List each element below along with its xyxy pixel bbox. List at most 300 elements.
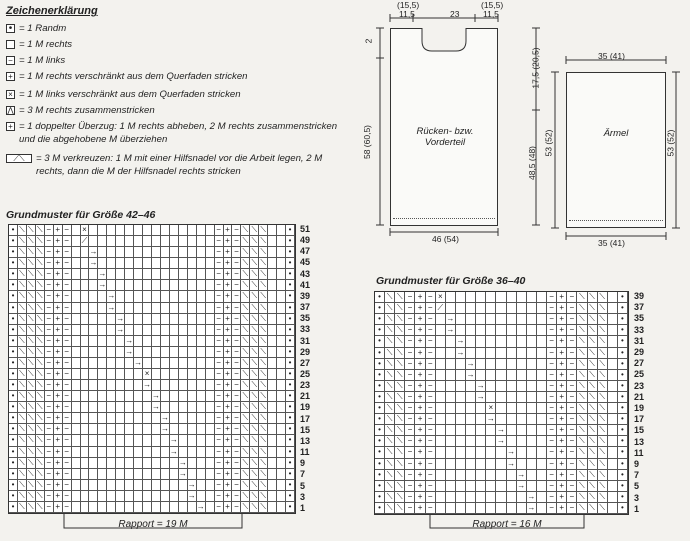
chart-cell: − xyxy=(547,447,557,458)
chart-cell: ⟍ xyxy=(241,225,250,236)
chart-cell: − xyxy=(215,491,224,502)
chart-cell: • xyxy=(286,391,295,402)
chart-cell: ⟍ xyxy=(36,447,45,458)
chart-cell: ⟍ xyxy=(588,359,598,370)
chart-cell: • xyxy=(286,435,295,446)
chart-cell: ⟍ xyxy=(250,247,259,258)
chart-cell: ⟍ xyxy=(36,458,45,469)
chart-cell: • xyxy=(375,325,385,336)
chart-cell: ⟍ xyxy=(259,480,268,491)
chart-cell: − xyxy=(45,469,54,480)
chart-cell: ⟍ xyxy=(241,469,250,480)
chart-cell: → xyxy=(466,370,476,381)
chart-cell: ⟍ xyxy=(250,303,259,314)
dim-top-right-inner: 11,5 xyxy=(483,9,499,19)
chart-cell: + xyxy=(54,236,63,247)
chart-cell: ⟍ xyxy=(588,303,598,314)
chart-cell: ⟍ xyxy=(241,391,250,402)
row-number: 37 xyxy=(634,302,645,313)
chart-cell: ⟍ xyxy=(36,269,45,280)
legend-item-text: = 3 M rechts zusammenstricken xyxy=(19,105,155,116)
row-number: 1 xyxy=(300,502,306,513)
chart-cell: → xyxy=(170,435,179,446)
chart-cell: • xyxy=(375,459,385,470)
chart-cell: − xyxy=(232,469,241,480)
chart-cell: + xyxy=(224,369,233,380)
chart-cell: ⟍ xyxy=(250,269,259,280)
chart-cell: ⟍ xyxy=(588,325,598,336)
chart-cell: − xyxy=(547,470,557,481)
chart-cell: − xyxy=(547,481,557,492)
chart-cell: ⟍ xyxy=(18,358,27,369)
chart-cell: + xyxy=(557,359,567,370)
chart-cell: ⟍ xyxy=(27,325,36,336)
chart-cell: + xyxy=(54,491,63,502)
chart-cell: − xyxy=(45,435,54,446)
chart-cell: ⟍ xyxy=(588,381,598,392)
chart-cell: − xyxy=(405,292,415,303)
chart-cell: − xyxy=(63,480,72,491)
chart-cell: ⟍ xyxy=(385,348,395,359)
chart-cell: ⟍ xyxy=(36,314,45,325)
chart-cell: − xyxy=(45,480,54,491)
chart-cell: − xyxy=(426,492,436,503)
chart-cell: • xyxy=(9,458,18,469)
chart-cell: − xyxy=(215,225,224,236)
chart-cell: ⟍ xyxy=(18,225,27,236)
chart-cell: ⟍ xyxy=(36,435,45,446)
dim-right-upper: 17,5 (20,5) xyxy=(530,47,541,89)
chart-cell: • xyxy=(375,392,385,403)
chart-cell: − xyxy=(215,391,224,402)
chart-cell: ⟍ xyxy=(36,424,45,435)
chart-cell: ⟍ xyxy=(259,424,268,435)
chart-cell: • xyxy=(9,358,18,369)
sleeve-hem-line xyxy=(569,220,663,221)
chart-cell: − xyxy=(45,458,54,469)
chart-cell: − xyxy=(567,370,577,381)
chart-cell: → xyxy=(89,258,98,269)
chart-cell: − xyxy=(63,491,72,502)
row-number: 7 xyxy=(634,470,640,481)
chart-cell: − xyxy=(547,359,557,370)
chart-cell: + xyxy=(415,325,425,336)
chart-cell: − xyxy=(215,402,224,413)
chart-cell: − xyxy=(63,347,72,358)
chart-cell: ⟍ xyxy=(385,492,395,503)
chart-cell: ⟍ xyxy=(241,325,250,336)
chart-cell: ⟍ xyxy=(577,381,587,392)
chart-cell: − xyxy=(405,425,415,436)
chart-cell: ⟍ xyxy=(588,314,598,325)
chart-cell: ⟍ xyxy=(241,280,250,291)
chart-cell: • xyxy=(9,435,18,446)
chart-cell: − xyxy=(232,502,241,513)
chart-cell: − xyxy=(547,414,557,425)
chart-cell: × xyxy=(81,225,90,236)
chart-cell: − xyxy=(405,303,415,314)
chart-cell: ⟍ xyxy=(259,336,268,347)
chart-cell: ⟍ xyxy=(259,491,268,502)
chart-cell: • xyxy=(9,502,18,513)
chart-cell: ⟍ xyxy=(588,292,598,303)
legend-item-text: = 1 M links xyxy=(19,55,66,66)
chart-cell: ⟍ xyxy=(250,413,259,424)
chart-cell: − xyxy=(426,436,436,447)
chart-cell: → xyxy=(170,447,179,458)
chart-cell: − xyxy=(45,402,54,413)
chart-cell: + xyxy=(224,280,233,291)
row-number: 39 xyxy=(300,290,311,301)
chart-cell: • xyxy=(618,392,628,403)
row-number: 15 xyxy=(634,425,645,436)
chart-cell: ⟍ xyxy=(385,414,395,425)
chart-cell: ⟍ xyxy=(598,459,608,470)
chart-cell: + xyxy=(415,314,425,325)
row-number: 27 xyxy=(300,357,311,368)
chart-cell: − xyxy=(232,491,241,502)
chart-cell: − xyxy=(405,459,415,470)
chart-cell: ⟍ xyxy=(598,447,608,458)
chart-cell: − xyxy=(215,413,224,424)
chart-cell: → xyxy=(161,424,170,435)
chart-cell: − xyxy=(45,391,54,402)
legend-item-text: = 1 M rechts verschränkt aus dem Querfaden stricken xyxy=(19,71,248,82)
chart-cell: + xyxy=(224,502,233,513)
chart-cell: ⟍ xyxy=(241,247,250,258)
chart-cell: × xyxy=(486,403,496,414)
triple-square-icon: ⋀ xyxy=(7,106,14,115)
chart-cell: − xyxy=(45,424,54,435)
chart-cell: − xyxy=(45,413,54,424)
chart-cell: ⟍ xyxy=(36,225,45,236)
chart-cell: + xyxy=(557,414,567,425)
chart-cell: + xyxy=(415,370,425,381)
chart-cell: + xyxy=(54,280,63,291)
chart-cell: ⟍ xyxy=(577,403,587,414)
chart-cell: ⟍ xyxy=(250,391,259,402)
chart-cell: ⟍ xyxy=(588,414,598,425)
chart-cell: − xyxy=(426,314,436,325)
chart-cell: ⟍ xyxy=(577,425,587,436)
chart-cell: ⟍ xyxy=(36,380,45,391)
chart-cell: − xyxy=(45,314,54,325)
chart-cell: → xyxy=(116,325,125,336)
plus-square-icon: + xyxy=(6,72,15,81)
chart-cell: − xyxy=(215,502,224,513)
chart-cell: • xyxy=(9,303,18,314)
chart-cell: + xyxy=(557,336,567,347)
chart-cell: − xyxy=(547,314,557,325)
row-number: 15 xyxy=(300,424,311,435)
chart-cell: ⟍ xyxy=(241,402,250,413)
chart-cell: − xyxy=(232,269,241,280)
chart-cell: • xyxy=(286,269,295,280)
chart-cell: ⟍ xyxy=(395,436,405,447)
chart-cell: ⟍ xyxy=(241,435,250,446)
chart-cell: ⟍ xyxy=(577,348,587,359)
chart-cell: − xyxy=(45,258,54,269)
chart-cell: + xyxy=(54,391,63,402)
chart-cell: ⟍ xyxy=(241,303,250,314)
chart-cell: ⟍ xyxy=(598,381,608,392)
chart-cell: ⟍ xyxy=(598,414,608,425)
row-number: 13 xyxy=(300,435,311,446)
chart-cell: − xyxy=(215,458,224,469)
chart-cell: + xyxy=(415,459,425,470)
chart-cell: ⟍ xyxy=(27,447,36,458)
chart-cell: − xyxy=(215,303,224,314)
chart-cell: + xyxy=(415,303,425,314)
chart-cell: → xyxy=(98,280,107,291)
chart-cell: • xyxy=(375,503,385,514)
chart-cell: • xyxy=(618,481,628,492)
chart-cell: + xyxy=(415,381,425,392)
chart-cell: ⟍ xyxy=(27,303,36,314)
chart-cell: − xyxy=(405,381,415,392)
chart-cell: − xyxy=(215,247,224,258)
chart-cell: ⟍ xyxy=(395,459,405,470)
chart-cell: − xyxy=(215,447,224,458)
chart-cell: ⟍ xyxy=(27,458,36,469)
chart-cell: − xyxy=(567,348,577,359)
chart-cell: ⟍ xyxy=(27,391,36,402)
chart-cell: − xyxy=(215,424,224,435)
chart-cell: − xyxy=(567,381,577,392)
chart-cell: ⟍ xyxy=(395,314,405,325)
chart-cell: ⟍ xyxy=(395,470,405,481)
chart-cell: ⟍ xyxy=(36,258,45,269)
back-hem-line xyxy=(393,218,495,219)
chart-cell: ⟍ xyxy=(27,380,36,391)
chart-cell: − xyxy=(426,503,436,514)
chart-cell: → xyxy=(476,392,486,403)
chart-cell: − xyxy=(45,280,54,291)
chart-cell: ⟍ xyxy=(259,347,268,358)
chart-cell: • xyxy=(286,491,295,502)
chart-cell: • xyxy=(618,436,628,447)
chart-cell: ⟍ xyxy=(250,325,259,336)
legend-item-text: = 1 M rechts xyxy=(19,39,73,50)
chart-cell: + xyxy=(415,503,425,514)
legend-item-text: = 1 Randm xyxy=(19,23,67,34)
chart-cell: • xyxy=(375,381,385,392)
chart-cell: + xyxy=(54,502,63,513)
chart-cell: ⟍ xyxy=(36,502,45,513)
chart-cell: ⟍ xyxy=(577,470,587,481)
chart-cell: • xyxy=(618,325,628,336)
chart-cell: ⟍ xyxy=(259,413,268,424)
chart-cell: • xyxy=(9,391,18,402)
chart-cell: ⟍ xyxy=(36,303,45,314)
chart-cell: • xyxy=(286,247,295,258)
chart-cell: + xyxy=(415,359,425,370)
chart-cell: + xyxy=(54,314,63,325)
chart-cell: • xyxy=(9,469,18,480)
chart-cell: ⟍ xyxy=(588,503,598,514)
chart-cell: ⟍ xyxy=(18,424,27,435)
chart-cell: • xyxy=(618,348,628,359)
chart-cell: • xyxy=(286,413,295,424)
chart-cell: ⟍ xyxy=(577,336,587,347)
chart-cell: − xyxy=(232,225,241,236)
sleeve-label: Ärmel xyxy=(603,128,629,139)
chart-cell: − xyxy=(45,236,54,247)
row-number: 35 xyxy=(300,313,311,324)
chart-cell: − xyxy=(567,359,577,370)
chart-cell: + xyxy=(224,347,233,358)
dim-sleeve-bottom: 35 (41) xyxy=(598,238,625,248)
chart-cell: ⟍ xyxy=(385,481,395,492)
chart-cell: − xyxy=(232,369,241,380)
chart-cell: − xyxy=(405,503,415,514)
chart-cell: • xyxy=(286,291,295,302)
chart-cell: ⟍ xyxy=(250,435,259,446)
chart-cell: + xyxy=(415,436,425,447)
chart-cell: + xyxy=(557,503,567,514)
chart-cell: → xyxy=(179,469,188,480)
chart-cell: ⟍ xyxy=(395,425,405,436)
chart-cell: + xyxy=(557,436,567,447)
chart-cell: + xyxy=(54,269,63,280)
chart-cell: • xyxy=(618,492,628,503)
chart-cell: − xyxy=(63,369,72,380)
chart-cell: • xyxy=(618,425,628,436)
row-number: 31 xyxy=(634,335,645,346)
chart-cell: − xyxy=(215,325,224,336)
chart-cell: → xyxy=(446,325,456,336)
row-number: 25 xyxy=(634,369,645,380)
chart-cell: − xyxy=(547,403,557,414)
chart-cell: • xyxy=(375,447,385,458)
chart-cell: ⟍ xyxy=(27,369,36,380)
chart-cell: ⟍ xyxy=(250,258,259,269)
chart-cell: + xyxy=(224,325,233,336)
chart-cell: + xyxy=(557,370,567,381)
chart-cell: − xyxy=(547,292,557,303)
chart-cell: ⟍ xyxy=(588,436,598,447)
dim-bottom-width: 46 (54) xyxy=(432,234,459,244)
back-piece-label: Rücken- bzw. Vorderteil xyxy=(416,126,474,148)
chart-cell: • xyxy=(375,314,385,325)
chart-cell: + xyxy=(557,403,567,414)
chart-cell: − xyxy=(567,414,577,425)
chart-cell: ⟍ xyxy=(241,258,250,269)
chart-cell: + xyxy=(54,291,63,302)
chart-cell: • xyxy=(375,470,385,481)
chart-cell: − xyxy=(547,425,557,436)
chart-cell: − xyxy=(567,425,577,436)
chart-cell: ⟍ xyxy=(18,435,27,446)
chart-cell: • xyxy=(618,359,628,370)
row-number: 17 xyxy=(634,414,645,425)
chart-cell: + xyxy=(224,303,233,314)
chart-cell: ⟍ xyxy=(36,413,45,424)
chart-cell: ⟍ xyxy=(259,258,268,269)
dim-top-right-outer: (15,5) xyxy=(481,0,504,10)
chart-cell: • xyxy=(618,381,628,392)
chart-cell: − xyxy=(232,303,241,314)
chart-cell: • xyxy=(618,470,628,481)
chart-cell: ⟍ xyxy=(577,303,587,314)
chart-cell: − xyxy=(232,247,241,258)
chart-cell: ⟍ xyxy=(18,347,27,358)
chart-cell: − xyxy=(215,269,224,280)
chart-cell: ⟍ xyxy=(259,469,268,480)
chart-cell: • xyxy=(9,491,18,502)
chart-cell: ⟍ xyxy=(27,247,36,258)
chart-cell: ⟍ xyxy=(385,392,395,403)
chart-cell: − xyxy=(232,402,241,413)
dim-sleeve-left: 53 (52) xyxy=(543,129,554,157)
chart-cell: • xyxy=(286,347,295,358)
chart-cell: • xyxy=(375,414,385,425)
chart-cell: ⟍ xyxy=(27,491,36,502)
chart-cell: − xyxy=(567,336,577,347)
chart-cell: − xyxy=(426,481,436,492)
chart-cell: ⟍ xyxy=(395,348,405,359)
chart-cell: ⟍ xyxy=(27,469,36,480)
chart-cell: − xyxy=(232,358,241,369)
chart-cell: − xyxy=(405,403,415,414)
chart-cell: → xyxy=(517,470,527,481)
chart-cell: + xyxy=(54,380,63,391)
chart-cell: ⟍ xyxy=(27,502,36,513)
chart-cell: • xyxy=(9,424,18,435)
chart-cell: ⟍ xyxy=(18,258,27,269)
chart-cell: → xyxy=(143,380,152,391)
chart-cell: + xyxy=(224,314,233,325)
chart-cell: ⟍ xyxy=(259,303,268,314)
chart-cell: − xyxy=(567,292,577,303)
chart-cell: − xyxy=(215,258,224,269)
chart-cell: • xyxy=(286,380,295,391)
chart-cell: − xyxy=(45,491,54,502)
row-number: 23 xyxy=(300,380,311,391)
chart-cell: − xyxy=(405,447,415,458)
chart-cell: − xyxy=(63,502,72,513)
chart-cell: • xyxy=(375,436,385,447)
chart-cell: − xyxy=(63,435,72,446)
chart-cell: ⟍ xyxy=(27,280,36,291)
chart-cell: − xyxy=(426,325,436,336)
chart-cell: − xyxy=(567,459,577,470)
chart-cell: ⟍ xyxy=(259,458,268,469)
chart-cell: ⟍ xyxy=(36,491,45,502)
chart-cell: + xyxy=(557,425,567,436)
chart-cell: ⟍ xyxy=(385,425,395,436)
row-number: 25 xyxy=(300,369,311,379)
chart-cell: − xyxy=(405,359,415,370)
chart-cell: ⟍ xyxy=(250,291,259,302)
chart-cell: ⟍ xyxy=(18,314,27,325)
chart-cell: ⟍ xyxy=(36,336,45,347)
chart-cell: − xyxy=(426,403,436,414)
chart-cell: ⟍ xyxy=(18,280,27,291)
chart-cell: ⟍ xyxy=(250,358,259,369)
chart-cell: − xyxy=(405,325,415,336)
chart-cell: ⟍ xyxy=(241,480,250,491)
chart-cell: − xyxy=(567,314,577,325)
chart-cell: ⟍ xyxy=(27,225,36,236)
row-number: 3 xyxy=(300,491,306,502)
chart-cell: − xyxy=(405,370,415,381)
chart-cell: • xyxy=(375,292,385,303)
chart-cell: − xyxy=(45,347,54,358)
chart-cell: + xyxy=(54,369,63,380)
chart-cell: − xyxy=(45,303,54,314)
chart-cell: • xyxy=(618,314,628,325)
